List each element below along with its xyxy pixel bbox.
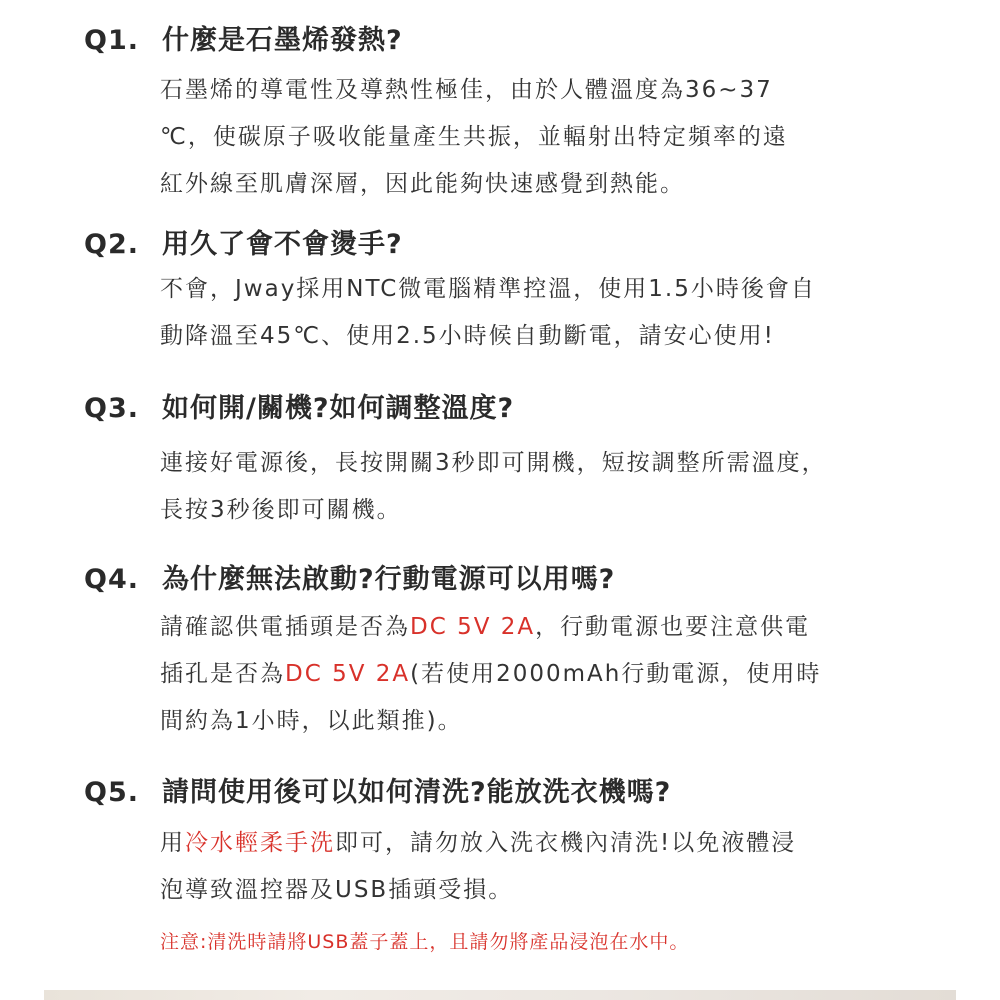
question-number: Q2. — [84, 229, 139, 260]
answer-line — [160, 604, 940, 651]
highlight-text: 冷水輕柔手洗 — [185, 830, 335, 856]
question-text: 請問使用後可以如何清洗?能放洗衣機嗎? — [162, 777, 672, 808]
answer-text: 用 — [160, 830, 185, 856]
faq-answer-3 — [160, 440, 940, 534]
answer-line: 間約為1小時，以此類推)。 — [160, 708, 463, 734]
answer-line — [160, 820, 940, 867]
faq-question-5 — [84, 770, 671, 809]
question-number: Q1. — [84, 25, 139, 56]
answer-line — [160, 651, 940, 698]
bottom-image-strip — [44, 990, 956, 1000]
question-text: 什麼是石墨烯發熱? — [162, 25, 403, 56]
answer-line: 連接好電源後，長按開關3秒即可開機，短按調整所需溫度， — [160, 450, 827, 476]
faq-question-4 — [84, 557, 615, 596]
question-number: Q3. — [84, 393, 139, 424]
answer-text: 即可，請勿放入洗衣機內清洗!以免液體浸 — [335, 830, 797, 856]
faq-question-3 — [84, 386, 514, 425]
highlight-text: DC 5V 2A — [410, 614, 536, 640]
answer-line: 泡導致溫控器及USB插頭受損。 — [160, 877, 514, 903]
faq-question-2 — [84, 222, 403, 261]
faq-answer-1 — [160, 67, 940, 208]
faq-answer-4 — [160, 604, 940, 745]
answer-line: 石墨烯的導電性及導熱性極佳，由於人體溫度為36~37 — [160, 77, 773, 103]
answer-text: ，行動電源也要注意供電 — [535, 614, 811, 640]
answer-text: 插孔是否為 — [160, 661, 285, 687]
answer-line: 動降溫至45℃、使用2.5小時候自動斷電，請安心使用! — [160, 323, 775, 349]
question-text: 為什麼無法啟動?行動電源可以用嗎? — [162, 564, 616, 595]
faq-answer-2 — [160, 266, 940, 360]
answer-line: 紅外線至肌膚深層，因此能夠快速感覺到熱能。 — [160, 171, 685, 197]
question-number: Q5. — [84, 777, 139, 808]
answer-line: 長按3秒後即可關機。 — [160, 497, 402, 523]
highlight-text: DC 5V 2A — [285, 661, 411, 687]
question-number: Q4. — [84, 564, 139, 595]
answer-text: (若使用2000mAh行動電源，使用時 — [410, 661, 822, 687]
faq-question-1 — [84, 18, 403, 57]
answer-text: 請確認供電插頭是否為 — [160, 614, 410, 640]
question-text: 用久了會不會燙手? — [162, 229, 403, 260]
cleaning-note: 注意:清洗時請將USB蓋子蓋上，且請勿將產品浸泡在水中。 — [160, 931, 690, 953]
question-text: 如何開/關機?如何調整溫度? — [162, 393, 515, 424]
answer-line: 不會，Jway採用NTC微電腦精準控溫，使用1.5小時後會自 — [160, 276, 816, 302]
answer-line: ℃，使碳原子吸收能量產生共振，並輻射出特定頻率的遠 — [160, 124, 788, 150]
faq-answer-5 — [160, 820, 940, 914]
